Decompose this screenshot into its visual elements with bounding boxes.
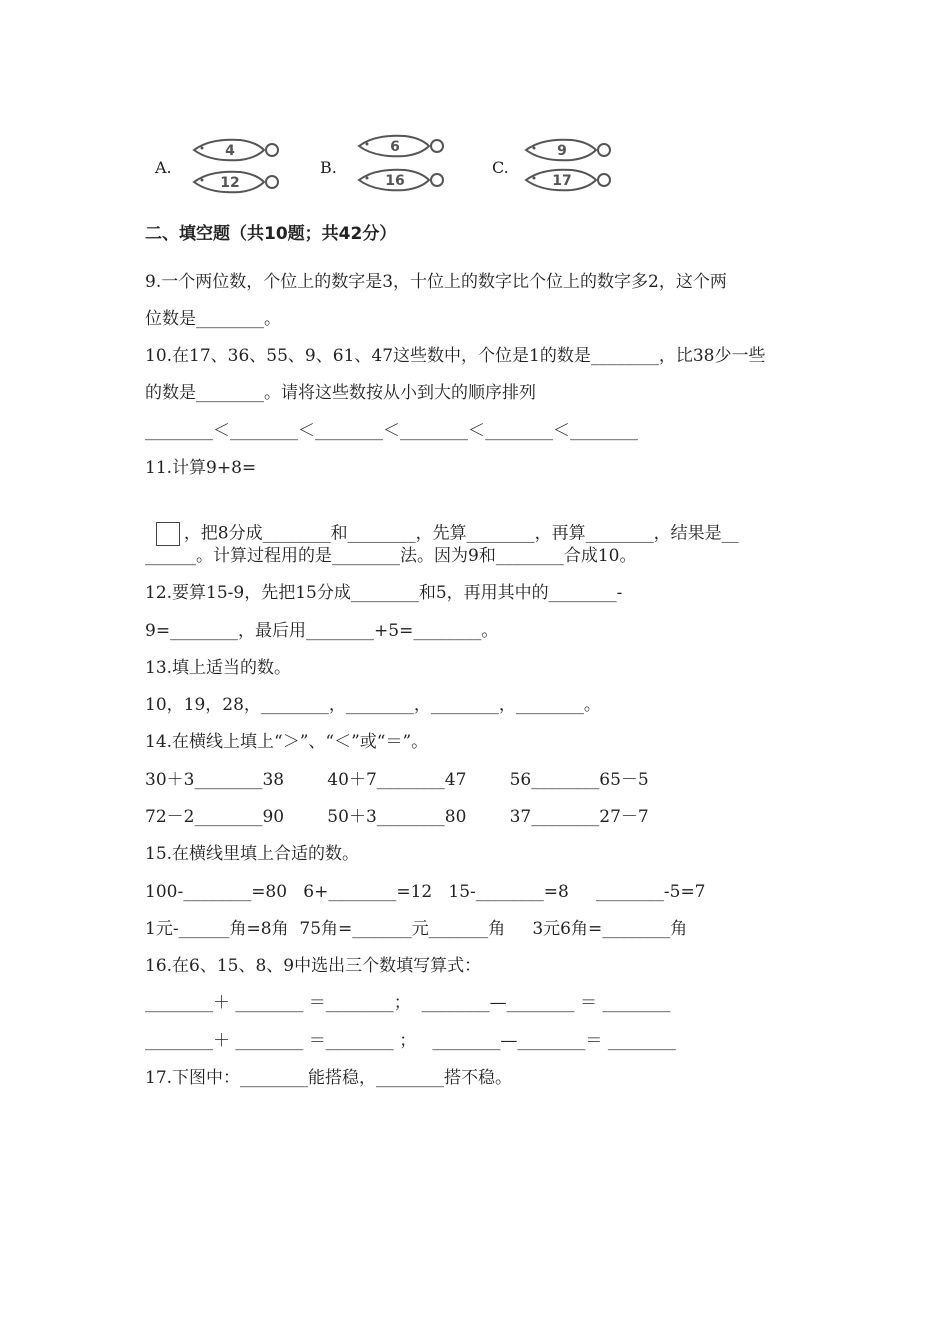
fish-number: 9 <box>557 143 567 159</box>
q11-line-2 <box>145 500 739 546</box>
fish-icon <box>522 166 612 198</box>
q12-line-2: 9=________，最后用________+5=________。 <box>145 621 499 641</box>
fish-icon <box>190 136 280 168</box>
option-c-label: C. <box>492 158 509 177</box>
q12-line-1: 12.要算15-9，先把15分成________和5，再用其中的________- <box>145 583 623 603</box>
q16-line-2: ________＋ ________ ＝________； ________—________ ＝ ________ <box>145 993 671 1013</box>
q15-line-3: 1元-______角=8角 75角=_______元_______角 3元6角=________角 <box>145 919 688 939</box>
q15-line-2: 100-________=80 6+________=12 15-________=8 ________-5=7 <box>145 882 706 902</box>
answer-box[interactable] <box>156 522 180 546</box>
fish-icon <box>190 168 280 200</box>
q10-line-2: 的数是________。请将这些数按从小到大的顺序排列 <box>145 383 536 403</box>
fish-icon <box>355 132 445 164</box>
q11-line-3: ______。计算过程用的是________法。因为9和________合成10。 <box>145 546 637 566</box>
q10-line-1: 10.在17、36、55、9、61、47这些数中，个位是1的数是________，比38少一些 <box>145 346 766 366</box>
q13-line-1: 13.填上适当的数。 <box>145 658 292 678</box>
fish-number: 12 <box>220 175 240 191</box>
q16-line-1: 16.在6、15、8、9中选出三个数填写算式： <box>145 956 482 976</box>
q9-line-2: 位数是________。 <box>145 309 281 329</box>
q14-line-3: 72－2________90 50＋3________80 37________27－7 <box>145 807 649 827</box>
fish-number: 6 <box>390 139 400 155</box>
q9-line-1: 9.一个两位数，个位上的数字是3，十位上的数字比个位上的数字多2，这个两 <box>145 272 727 292</box>
q14-line-1: 14.在横线上填上“＞”、“＜”或“＝”。 <box>145 732 429 752</box>
q16-line-3: ________＋ ________ ＝________ ； ________—________＝ ________ <box>145 1031 676 1051</box>
option-b-label: B. <box>320 158 337 177</box>
fish-icon <box>522 136 612 168</box>
fish-number: 17 <box>552 173 572 189</box>
q11-line-1: 11.计算9+8= <box>145 458 257 478</box>
q13-line-2: 10，19，28，________，________，________，________。 <box>145 695 601 715</box>
section-title: 二、填空题（共10题；共42分） <box>145 224 397 244</box>
fish-icon <box>355 166 445 198</box>
fish-number: 16 <box>385 173 405 189</box>
q17-line-1: 17.下图中：________能搭稳，________搭不稳。 <box>145 1068 513 1088</box>
q10-line-3: ________＜________＜________＜________＜________＜________ <box>145 421 638 441</box>
option-a-label: A. <box>155 158 172 177</box>
fish-number: 4 <box>225 143 235 159</box>
q14-line-2: 30＋3________38 40＋7________47 56________65－5 <box>145 770 649 790</box>
q11-line-2-text: ，把8分成________和________，先算________，再算________，结果是__ <box>183 523 739 544</box>
q15-line-1: 15.在横线里填上合适的数。 <box>145 844 360 864</box>
